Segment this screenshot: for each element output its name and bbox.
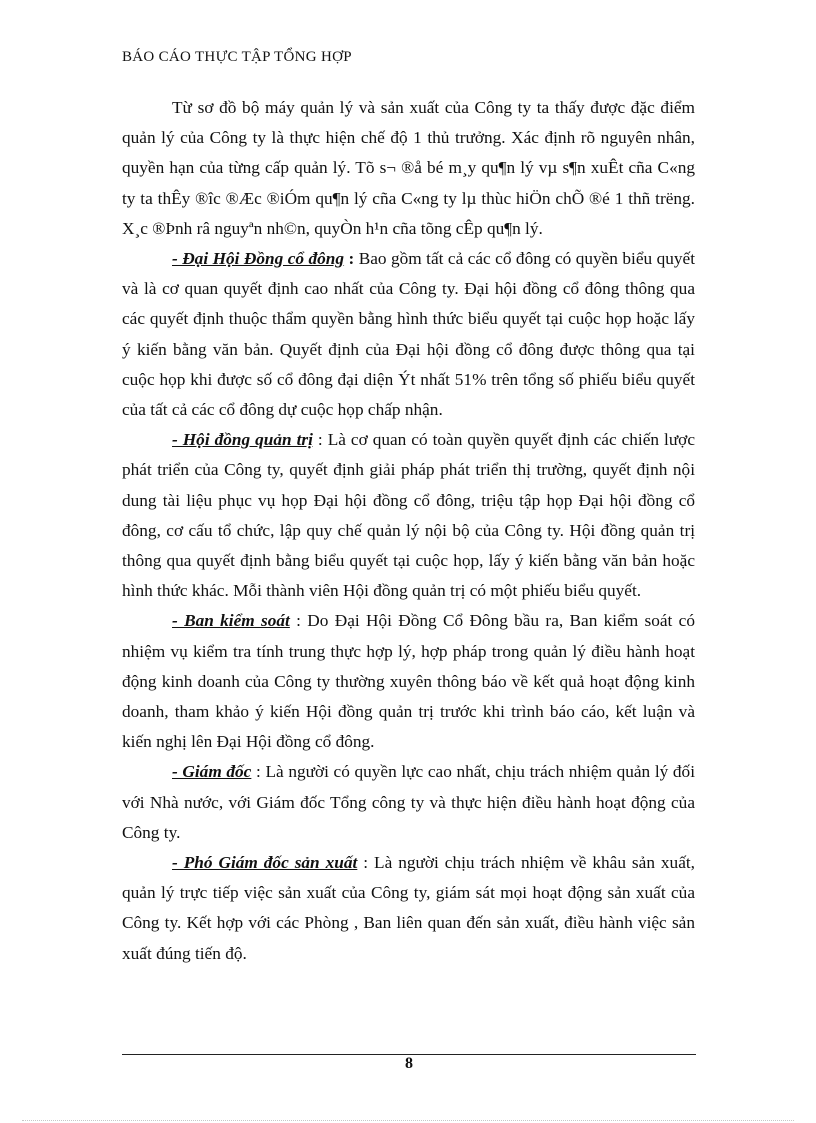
paragraph-dai-hoi-dong-co-dong — [122, 244, 695, 425]
paragraph-text: Bao gồm tất cả các cổ đông có quyền biểu quyết và là cơ quan quyết định cao nhất của Công ty. Đại hội đồng cổ đông thông qua các quyết định thuộc thẩm quyền bằng hình thức biểu quyết tại cuộc họp hoặc lấy ý kiến bằng văn bản. Quyết định của Đại hội đồng cổ đông được thông qua tại cuộc họp khi được số cổ đông đại diện Ýt nhất 51% trên tổng số phiếu biểu quyết của tất cả các cổ đông dự cuộc họp chấp nhận. — [122, 249, 695, 420]
term-separator: : — [357, 853, 375, 873]
term-separator: : — [251, 762, 266, 782]
intro-paragraph: Từ sơ đồ bộ máy quản lý và sản xuất của Công ty ta thấy được đặc điểm quản lý của Công ty là thực hiện chế độ 1 thủ trưởng. Xác định rõ nguyên nhân, quyền hạn của từng cấp quản lý. Tõ s¬ ®å bé m¸y qu¶n lý vµ s¶n xuÊt cña C«ng ty ta thÊy ®îc ®Æc ®iÓm qu¶n lý cña C«ng ty lµ thùc hiÖn chÕ ®é 1 thñ trëng. X¸c ®Þnh râ nguyªn nh©n, quyÒn h¹n cña tõng cÊp qu¶n lý. — [122, 98, 695, 238]
term-dai-hoi-dong-co-dong: - Đại Hội Đồng cổ đông — [172, 249, 345, 269]
term-separator: : — [312, 430, 328, 450]
term-giam-doc: - Giám đốc — [172, 762, 252, 782]
document-header: BÁO CÁO THỰC TẬP TỔNG HỢP — [122, 49, 352, 65]
term-pho-giam-doc-san-xuat: - Phó Giám đốc sản xuất — [172, 853, 358, 873]
paragraph-text: Là người chịu trách nhiệm về khâu sản xuất, quản lý trực tiếp việc sản xuất của Công ty, giám sát mọi hoạt động sản xuất của Công ty. Kết hợp với các Phòng , Ban liên quan đến sản xuất, điều hành việc sản xuất đúng tiến độ. — [122, 853, 695, 963]
document-body — [122, 93, 695, 969]
paragraph-text: Do Đại Hội Đồng Cổ Đông bầu ra, Ban kiểm soát có nhiệm vụ kiểm tra tính trung thực hợp lý, hợp pháp trong quản lý điều hành hoạt động kinh doanh của Công ty thường xuyên thông báo về kết quả hoạt động kinh doanh, tham khảo ý kiến Hội đồng quản trị trước khi trình báo cáo, kết luận và kiến nghị lên Đại Hội đồng cổ đông. — [122, 611, 695, 752]
term-separator: : — [344, 249, 359, 269]
paragraph-hoi-dong-quan-tri — [122, 425, 695, 606]
page-edge-dotted-line — [22, 1120, 794, 1121]
paragraph-text: Là cơ quan có toàn quyền quyết định các chiến lược phát triển của Công ty, quyết định giải pháp phát triển thị trường, quyết định nội dung tài liệu phục vụ họp Đại hội đồng cổ đông, triệu tập họp Đại hội đồng cổ đông, cơ cấu tổ chức, lập quy chế quản lý nội bộ của Công ty. Hội đồng quản trị thông qua quyết định bằng biểu quyết tại cuộc họp, lấy ý kiến bằng văn bản hoặc hình thức khác. Mỗi thành viên Hội đồng quản trị có một phiếu biểu quyết. — [122, 430, 695, 601]
term-ban-kiem-soat: - Ban kiểm soát — [172, 611, 290, 631]
term-separator: : — [289, 611, 308, 631]
paragraph-text: Là người có quyền lực cao nhất, chịu trách nhiệm quản lý đối với Nhà nước, với Giám đốc Tổng công ty và thực hiện điều hành hoạt động của Công ty. — [122, 762, 695, 842]
paragraph-ban-kiem-soat — [122, 606, 695, 757]
paragraph-pho-giam-doc-san-xuat — [122, 848, 695, 969]
page-number: 8 — [405, 1055, 413, 1072]
term-hoi-dong-quan-tri: - Hội đồng quản trị — [172, 430, 313, 450]
paragraph-giam-doc — [122, 757, 695, 848]
